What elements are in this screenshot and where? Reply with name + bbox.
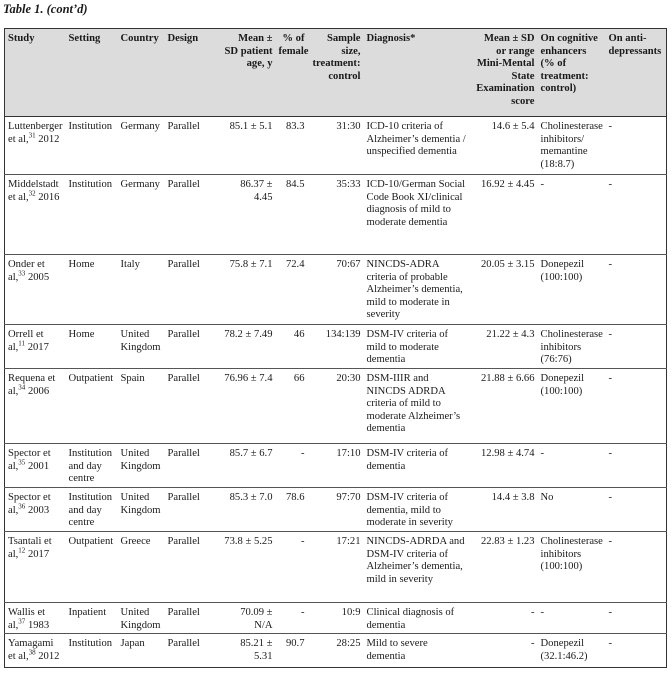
- cell-age: 75.8 ± 7.1: [221, 255, 276, 325]
- study-author: Middelstadt et al,: [8, 179, 59, 203]
- cell-female: -: [276, 444, 308, 488]
- cell-sample: 28:25: [308, 634, 364, 668]
- cell-sample: 97:70: [308, 488, 364, 532]
- cell-mmse: 22.83 ± 1.23: [471, 532, 538, 603]
- study-reference: 37: [18, 617, 26, 626]
- study-reference: 35: [18, 458, 26, 467]
- header-diagnosis: Diagnosis*: [364, 29, 471, 117]
- cell-setting: Institution and day centre: [66, 488, 118, 532]
- table-row: [5, 444, 667, 488]
- cell-country: Japan: [118, 634, 165, 668]
- study-reference: 32: [28, 189, 36, 198]
- cell-antidep: -: [606, 532, 667, 603]
- cell-sample: 10:9: [308, 603, 364, 634]
- cell-sample: 31:30: [308, 117, 364, 175]
- study-author: Orrell et al,: [8, 329, 44, 353]
- cell-diagnosis: NINCDS-ADRA criteria of probable Alzheimer’s dementia, mild to moderate in severity: [364, 255, 471, 325]
- cell-female: 90.7: [276, 634, 308, 668]
- cell-country: Germany: [118, 117, 165, 175]
- study-year: 2003: [25, 504, 50, 516]
- cell-age: 85.7 ± 6.7: [221, 444, 276, 488]
- study-year: 2012: [35, 650, 60, 662]
- cell-setting: Outpatient: [66, 532, 118, 603]
- table-row: [5, 603, 667, 634]
- cell-setting: Outpatient: [66, 369, 118, 444]
- cell-diagnosis: NINCDS-ADRDA and DSM-IV criteria of Alzheimer’s dementia, mild in severity: [364, 532, 471, 603]
- cell-antidep: -: [606, 325, 667, 369]
- cell-cognitive: No: [538, 488, 606, 532]
- cell-setting: Home: [66, 325, 118, 369]
- table-row: [5, 117, 667, 175]
- study-year: 1983: [25, 619, 50, 631]
- study-reference: 12: [18, 546, 26, 555]
- cell-country: United Kingdom: [118, 325, 165, 369]
- cell-female: -: [276, 532, 308, 603]
- cell-mmse: 21.22 ± 4.3: [471, 325, 538, 369]
- study-reference: 36: [18, 502, 26, 511]
- cell-study: [5, 325, 66, 369]
- cell-antidep: -: [606, 117, 667, 175]
- study-reference: 38: [28, 648, 36, 657]
- cell-diagnosis: DSM-IV criteria of dementia: [364, 444, 471, 488]
- header-sample: Sample size, treatment: control: [308, 29, 364, 117]
- cell-diagnosis: Mild to severe dementia: [364, 634, 471, 668]
- cell-setting: Institution: [66, 634, 118, 668]
- cell-antidep: -: [606, 369, 667, 444]
- cell-country: United Kingdom: [118, 488, 165, 532]
- cell-sample: 20:30: [308, 369, 364, 444]
- cell-cognitive: Donepezil (100:100): [538, 369, 606, 444]
- study-author: Spector et al,: [8, 448, 51, 472]
- cell-design: Parallel: [165, 488, 221, 532]
- header-setting: Setting: [66, 29, 118, 117]
- cell-antidep: -: [606, 175, 667, 255]
- cell-country: United Kingdom: [118, 603, 165, 634]
- cell-mmse: -: [471, 603, 538, 634]
- cell-sample: 17:21: [308, 532, 364, 603]
- cell-setting: Institution and day centre: [66, 444, 118, 488]
- cell-study: [5, 255, 66, 325]
- cell-female: 72.4: [276, 255, 308, 325]
- cell-design: Parallel: [165, 175, 221, 255]
- study-author: Wallis et al,: [8, 607, 46, 631]
- cell-sample: 35:33: [308, 175, 364, 255]
- study-reference: 34: [18, 383, 26, 392]
- cell-study: [5, 117, 66, 175]
- study-author: Luttenberger et al,: [8, 121, 63, 145]
- cell-mmse: 14.4 ± 3.8: [471, 488, 538, 532]
- cell-setting: Institution: [66, 117, 118, 175]
- cell-design: Parallel: [165, 532, 221, 603]
- cell-cognitive: Donepezil (100:100): [538, 255, 606, 325]
- cell-female: 66: [276, 369, 308, 444]
- cell-design: Parallel: [165, 634, 221, 668]
- cell-mmse: 14.6 ± 5.4: [471, 117, 538, 175]
- cell-setting: Home: [66, 255, 118, 325]
- cell-cognitive: Cholinesterase inhibitors (100:100): [538, 532, 606, 603]
- cell-age: 85.3 ± 7.0: [221, 488, 276, 532]
- study-year: 2016: [35, 191, 60, 203]
- cell-study: [5, 634, 66, 668]
- study-author: Onder et al,: [8, 259, 45, 283]
- table-row: [5, 175, 667, 255]
- cell-country: Greece: [118, 532, 165, 603]
- cell-diagnosis: DSM-IV criteria of mild to moderate dementia: [364, 325, 471, 369]
- header-age: Mean ± SD patient age, y: [221, 29, 276, 117]
- cell-sample: 70:67: [308, 255, 364, 325]
- study-reference: 31: [28, 131, 36, 140]
- cell-design: Parallel: [165, 117, 221, 175]
- cell-cognitive: -: [538, 175, 606, 255]
- cell-country: Germany: [118, 175, 165, 255]
- study-reference: 33: [18, 269, 26, 278]
- study-author: Spector et al,: [8, 492, 51, 516]
- cell-age: 73.8 ± 5.25: [221, 532, 276, 603]
- header-mmse: Mean ± SD or range Mini-Mental State Examination score: [471, 29, 538, 117]
- header-country: Country: [118, 29, 165, 117]
- header-row: [5, 29, 667, 117]
- cell-sample: 134:139: [308, 325, 364, 369]
- study-author: Requena et al,: [8, 373, 56, 397]
- cell-female: -: [276, 603, 308, 634]
- cell-cognitive: Cholinesterase inhibitors (76:76): [538, 325, 606, 369]
- cell-design: Parallel: [165, 603, 221, 634]
- study-year: 2012: [35, 133, 60, 145]
- header-study: Study: [5, 29, 66, 117]
- cell-country: Spain: [118, 369, 165, 444]
- study-year: 2017: [25, 548, 50, 560]
- study-year: 2005: [25, 271, 50, 283]
- cell-female: 46: [276, 325, 308, 369]
- cell-age: 85.1 ± 5.1: [221, 117, 276, 175]
- cell-design: Parallel: [165, 325, 221, 369]
- study-year: 2017: [25, 341, 49, 353]
- cell-antidep: -: [606, 255, 667, 325]
- cell-study: [5, 175, 66, 255]
- cell-country: Italy: [118, 255, 165, 325]
- cell-mmse: 16.92 ± 4.45: [471, 175, 538, 255]
- table-row: [5, 532, 667, 603]
- cell-country: United Kingdom: [118, 444, 165, 488]
- study-characteristics-table: [4, 28, 667, 668]
- cell-age: 76.96 ± 7.4: [221, 369, 276, 444]
- cell-cognitive: -: [538, 603, 606, 634]
- cell-age: 86.37 ± 4.45: [221, 175, 276, 255]
- cell-setting: Institution: [66, 175, 118, 255]
- study-reference: 11: [18, 339, 26, 348]
- study-author: Tsantali et al,: [8, 536, 52, 560]
- study-year: 2001: [25, 460, 50, 472]
- header-antidepressants: On anti-depressants: [606, 29, 667, 117]
- header-cognitive-enhancers: On cognitive enhancers (% of treatment: control): [538, 29, 606, 117]
- cell-study: [5, 488, 66, 532]
- cell-antidep: -: [606, 444, 667, 488]
- cell-female: 83.3: [276, 117, 308, 175]
- cell-design: Parallel: [165, 369, 221, 444]
- cell-diagnosis: Clinical diagnosis of dementia: [364, 603, 471, 634]
- cell-age: 70.09 ± N/A: [221, 603, 276, 634]
- cell-age: 85.21 ± 5.31: [221, 634, 276, 668]
- cell-cognitive: Donepezil (32.1:46.2): [538, 634, 606, 668]
- cell-mmse: 20.05 ± 3.15: [471, 255, 538, 325]
- cell-sample: 17:10: [308, 444, 364, 488]
- cell-setting: Inpatient: [66, 603, 118, 634]
- cell-mmse: -: [471, 634, 538, 668]
- cell-study: [5, 444, 66, 488]
- cell-cognitive: Cholinesterase inhibitors/ memantine (18:8.7): [538, 117, 606, 175]
- study-year: 2006: [25, 385, 50, 397]
- table-row: [5, 488, 667, 532]
- table-caption: Table 1. (cont’d): [3, 2, 88, 16]
- study-author: Yamagami et al,: [8, 638, 54, 662]
- cell-study: [5, 603, 66, 634]
- cell-mmse: 21.88 ± 6.66: [471, 369, 538, 444]
- cell-diagnosis: ICD-10 criteria of Alzheimer’s dementia / unspecified dementia: [364, 117, 471, 175]
- cell-cognitive: -: [538, 444, 606, 488]
- cell-study: [5, 369, 66, 444]
- cell-diagnosis: DSM-IIIR and NINCDS ADRDA criteria of mild to moderate Alzheimer’s dementia: [364, 369, 471, 444]
- cell-female: 78.6: [276, 488, 308, 532]
- header-female: % of female: [276, 29, 308, 117]
- cell-mmse: 12.98 ± 4.74: [471, 444, 538, 488]
- table-row: [5, 255, 667, 325]
- cell-diagnosis: ICD-10/German Social Code Book XI/clinical diagnosis of mild to moderate dementia: [364, 175, 471, 255]
- table-row: [5, 634, 667, 668]
- cell-age: 78.2 ± 7.49: [221, 325, 276, 369]
- table-row: [5, 369, 667, 444]
- cell-design: Parallel: [165, 444, 221, 488]
- header-design: Design: [165, 29, 221, 117]
- cell-diagnosis: DSM-IV criteria of dementia, mild to moderate in severity: [364, 488, 471, 532]
- table-row: [5, 325, 667, 369]
- cell-design: Parallel: [165, 255, 221, 325]
- cell-antidep: -: [606, 603, 667, 634]
- cell-study: [5, 532, 66, 603]
- cell-antidep: -: [606, 634, 667, 668]
- cell-female: 84.5: [276, 175, 308, 255]
- cell-antidep: -: [606, 488, 667, 532]
